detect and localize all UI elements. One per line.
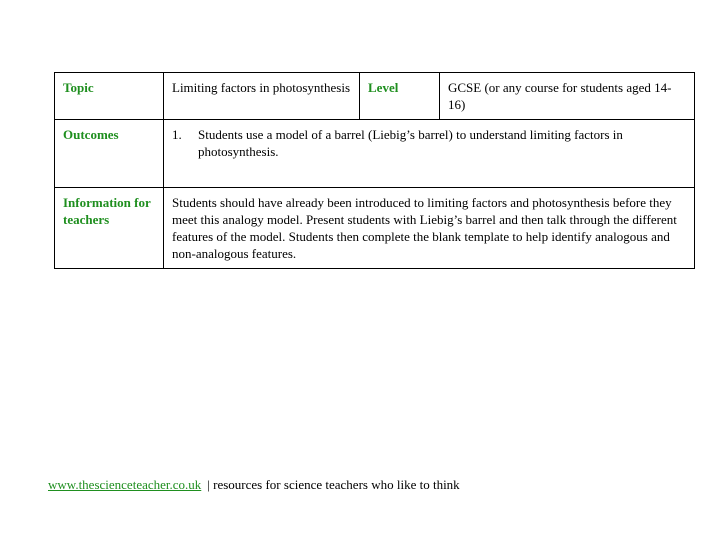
- topic-label: Topic: [55, 73, 164, 120]
- level-value: GCSE (or any course for students aged 14-16): [440, 73, 695, 120]
- information-row: [55, 188, 695, 269]
- footer-separator: |: [207, 477, 210, 492]
- topic-row: [55, 73, 695, 120]
- lesson-info-table: [54, 72, 695, 269]
- outcomes-row: [55, 120, 695, 188]
- level-label: Level: [360, 73, 440, 120]
- website-link[interactable]: www.thescienceteacher.co.uk: [48, 477, 202, 492]
- information-value: Students should have already been introduced to limiting factors and photosynthesis before they meet this analogy model. Present students with Liebig’s barrel and then talk through the different features of the model. Students then complete the blank template to help identify analogous and non-analogous features.: [164, 188, 695, 269]
- information-label: Information for teachers: [55, 188, 164, 269]
- footer-tagline: resources for science teachers who like to think: [213, 477, 460, 492]
- outcome-number: 1.: [172, 127, 182, 142]
- outcomes-list: [172, 126, 686, 160]
- outcomes-value: [164, 120, 695, 188]
- outcomes-label: Outcomes: [55, 120, 164, 188]
- outcome-text: Students use a model of a barrel (Liebig’s barrel) to understand limiting factors in photosynthesis.: [198, 127, 623, 159]
- page-footer: [48, 476, 460, 493]
- list-item: [172, 126, 686, 160]
- topic-value: Limiting factors in photosynthesis: [164, 73, 360, 120]
